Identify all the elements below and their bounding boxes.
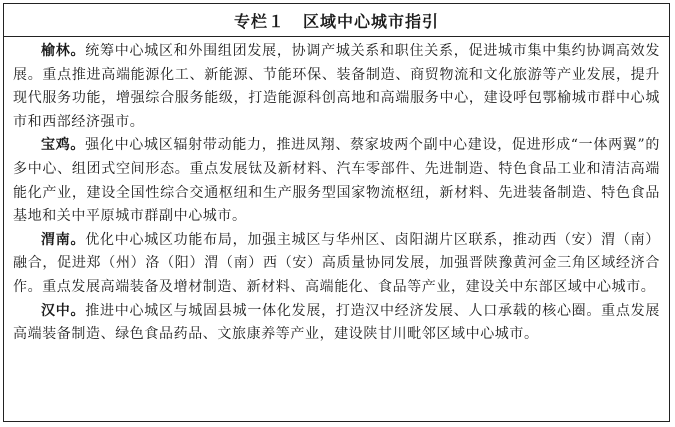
column-box (3, 3, 670, 422)
column-header (4, 4, 669, 37)
paragraph-text-weinan: 优化中心城区功能布局，加强主城区与华州区、卤阳湖片区联系，推动西（安）渭（南）融合，促进郑（州）洛（阳）渭（南）西（安）高质量协同发展，加强晋陕豫黄河金三角区域经济合作。重点发展高端装备及增材制造、新材料、高端能化、食品等产业，建设关中东部区域中心城市。 (13, 231, 660, 295)
column-title: 区域中心城市指引 (303, 11, 440, 31)
city-name-hanzhong: 汉中。 (41, 302, 86, 319)
paragraph-weinan (13, 229, 660, 300)
city-name-weinan: 渭南。 (41, 231, 86, 248)
paragraph-text-hanzhong: 推进中心城区与城固县城一体化发展，打造汉中经济发展、人口承载的核心圈。重点发展高端装备制造、绿色食品药品、文旅康养等产业，建设陕甘川毗邻区域中心城市。 (13, 302, 660, 343)
column-body (4, 37, 669, 347)
paragraph-baoji (13, 134, 660, 228)
column-number: 专栏１ (233, 11, 285, 31)
city-name-yulin: 榆林。 (41, 43, 86, 59)
paragraph-yulin (13, 40, 660, 134)
paragraph-text-yulin: 统筹中心城区和外围组团发展，协调产城关系和职住关系，促进城市集中集约协调高效发展。重点推进高端能源化工、新能源、节能环保、装备制造、商贸物流和文化旅游等产业发展，提升现代服务功能，增强综合服务能级，打造能源科创高地和高端服务中心，建设呼包鄂榆城市群中心城市和西部经济强市。 (13, 43, 660, 130)
city-name-baoji: 宝鸡。 (41, 137, 86, 154)
paragraph-text-baoji: 强化中心城区辐射带动能力，推进凤翔、蔡家坡两个副中心建设，促进形成“一体两翼”的多中心、组团式空间形态。重点发展钛及新材料、汽车零部件、先进制造、特色食品工业和清洁高端能化产业，建设全国性综合交通枢纽和生产服务型国家物流枢纽，新材料、先进装备制造、特色食品基地和关中平原城市群副中心城市。 (13, 137, 660, 225)
paragraph-hanzhong (13, 300, 660, 347)
